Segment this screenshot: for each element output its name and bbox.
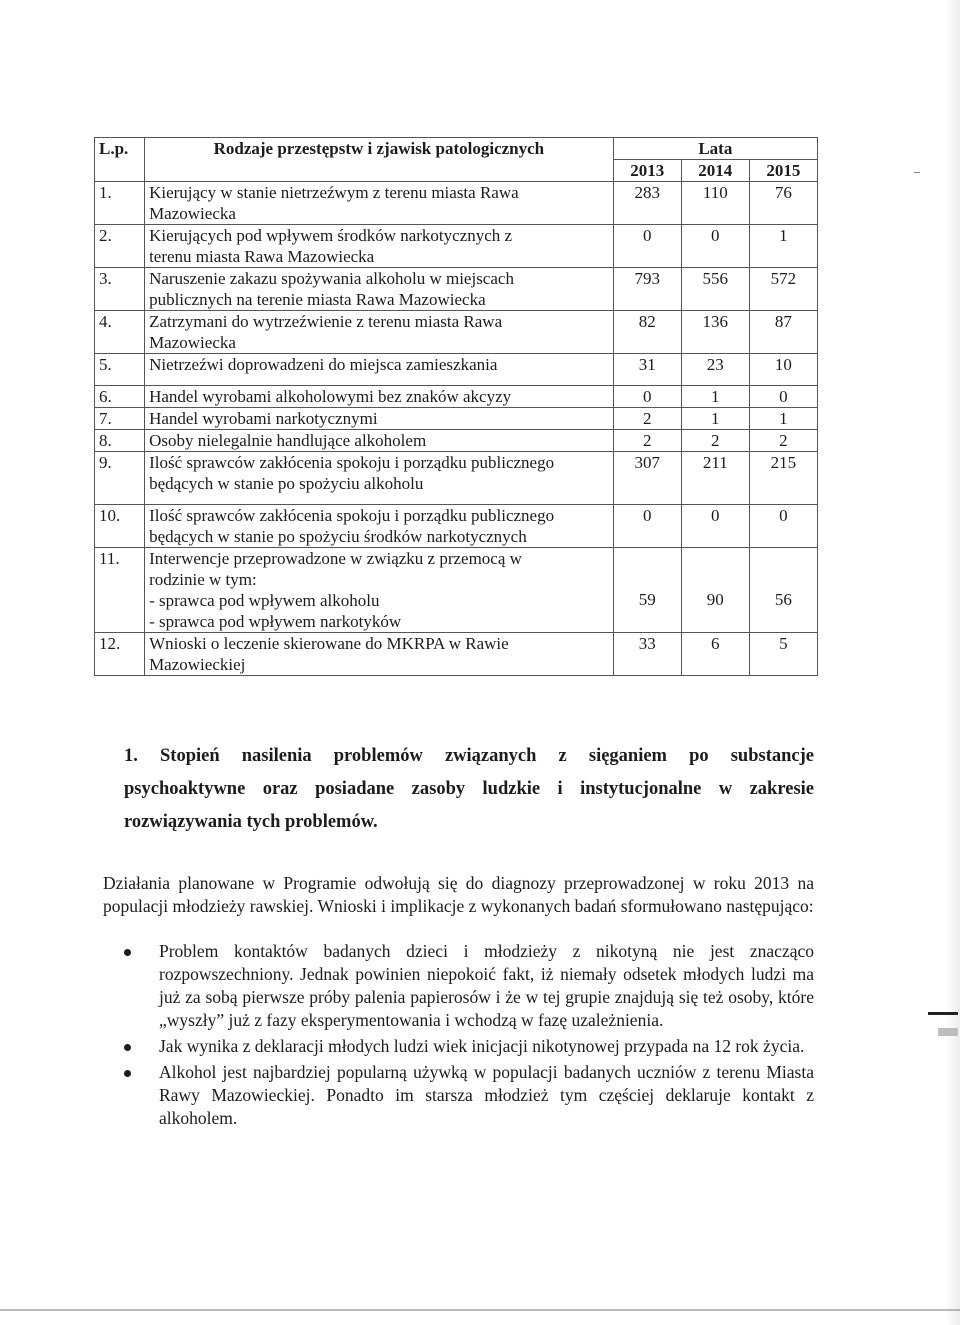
row-number: 9. <box>95 452 145 505</box>
row-description-line: Mazowieckiej <box>149 655 246 674</box>
value-cell: 56 <box>749 548 817 633</box>
value-cell: 0 <box>613 225 681 268</box>
row-number: 1. <box>95 182 145 225</box>
findings-list <box>120 940 814 1133</box>
row-description-line: Wnioski o leczenie skierowane do MKRPA w Rawie <box>149 634 509 653</box>
row-number: 5. <box>95 354 145 386</box>
table-row <box>95 386 818 408</box>
header-year: 2013 <box>613 160 681 182</box>
row-description-line: - sprawca pod wpływem narkotyków <box>149 612 402 631</box>
table-row <box>95 311 818 354</box>
row-description-line: rodzinie w tym: <box>149 570 257 589</box>
value-cell: 0 <box>681 225 749 268</box>
row-description-line: Handel wyrobami narkotycznymi <box>149 409 378 428</box>
list-item <box>120 1061 814 1130</box>
row-description-line: Zatrzymani do wytrzeźwienie z terenu miasta Rawa <box>149 312 503 331</box>
value-cell: 793 <box>613 268 681 311</box>
row-description-line: Osoby nielegalnie handlujące alkoholem <box>149 431 427 450</box>
row-description-line: - sprawca pod wpływem alkoholu <box>149 591 380 610</box>
value-cell: 136 <box>681 311 749 354</box>
table-row <box>95 633 818 676</box>
row-description <box>145 386 614 408</box>
row-number: 3. <box>95 268 145 311</box>
row-description-line: Nietrzeźwi doprowadzeni do miejsca zamieszkania <box>149 355 498 374</box>
bullet-icon <box>124 1044 131 1051</box>
row-description-line: Kierujący w stanie nietrzeźwym z terenu miasta Rawa <box>149 183 519 202</box>
value-cell: 572 <box>749 268 817 311</box>
value-cell: 2 <box>613 408 681 430</box>
value-cell: 23 <box>681 354 749 386</box>
value-cell: 1 <box>681 386 749 408</box>
scan-mark <box>928 1012 958 1015</box>
header-description: Rodzaje przestępstw i zjawisk patologicznych <box>145 138 614 182</box>
scan-mark <box>914 172 920 173</box>
row-description-line: będących w stanie po spożyciu środków narkotycznych <box>149 527 527 546</box>
list-item-text: Jak wynika z deklaracji młodych ludzi wiek inicjacji nikotynowej przypada na 12 rok życia. <box>159 1036 805 1056</box>
row-number: 4. <box>95 311 145 354</box>
scan-shadow <box>946 0 960 1325</box>
row-description-line: Mazowiecka <box>149 333 236 352</box>
value-cell: 90 <box>681 548 749 633</box>
value-cell: 0 <box>681 505 749 548</box>
table-row <box>95 225 818 268</box>
value-cell: 0 <box>749 505 817 548</box>
section-heading <box>124 740 814 839</box>
scan-edge-line <box>0 1309 960 1311</box>
table-row <box>95 548 818 633</box>
row-description-line: publicznych na terenie miasta Rawa Mazowiecka <box>149 290 486 309</box>
row-number: 6. <box>95 386 145 408</box>
value-cell: 2 <box>681 430 749 452</box>
row-description <box>145 633 614 676</box>
value-cell: 5 <box>749 633 817 676</box>
value-cell: 2 <box>613 430 681 452</box>
value-cell: 87 <box>749 311 817 354</box>
row-description-line: Naruszenie zakazu spożywania alkoholu w miejscach <box>149 269 514 288</box>
table-row <box>95 430 818 452</box>
row-number: 2. <box>95 225 145 268</box>
row-description-line: terenu miasta Rawa Mazowiecka <box>149 247 375 266</box>
value-cell: 59 <box>613 548 681 633</box>
value-cell: 10 <box>749 354 817 386</box>
value-cell: 283 <box>613 182 681 225</box>
table-row <box>95 408 818 430</box>
table-row <box>95 505 818 548</box>
list-item-text: Problem kontaktów badanych dzieci i młodzieży z nikotyną nie jest znacząco rozpowszechniony. Jednak powinien niepokoić fakt, iż niemały odsetek młodych ludzi ma już za sobą pierwsze próby palenia papierosów i że w tej grupie znajdują się też osoby, które „wyszły” już z fazy eksperymentowania i wchodzą w fazę uzależnienia. <box>159 941 814 1030</box>
statistics-table <box>94 137 818 676</box>
table-row <box>95 452 818 505</box>
row-description <box>145 505 614 548</box>
intro-paragraph: Działania planowane w Programie odwołują się do diagnozy przeprowadzonej w roku 2013 na populacji młodzieży rawskiej. Wnioski i implikacje z wykonanych badań sformułowano następująco: <box>103 873 814 916</box>
value-cell: 0 <box>749 386 817 408</box>
value-cell: 6 <box>681 633 749 676</box>
list-item <box>120 940 814 1032</box>
bullet-icon <box>124 1070 131 1077</box>
row-description <box>145 548 614 633</box>
value-cell: 31 <box>613 354 681 386</box>
value-cell: 110 <box>681 182 749 225</box>
row-description-line: Handel wyrobami alkoholowymi bez znaków akcyzy <box>149 387 512 406</box>
table-row <box>95 268 818 311</box>
value-cell: 82 <box>613 311 681 354</box>
value-cell: 215 <box>749 452 817 505</box>
header-year: 2014 <box>681 160 749 182</box>
header-lp: L.p. <box>95 138 145 182</box>
row-description <box>145 268 614 311</box>
value-cell: 33 <box>613 633 681 676</box>
row-number: 8. <box>95 430 145 452</box>
row-description <box>145 354 614 386</box>
row-description <box>145 430 614 452</box>
row-description <box>145 311 614 354</box>
row-number: 7. <box>95 408 145 430</box>
value-cell: 556 <box>681 268 749 311</box>
row-description <box>145 225 614 268</box>
value-cell: 0 <box>613 386 681 408</box>
table-row <box>95 182 818 225</box>
value-cell: 211 <box>681 452 749 505</box>
section-title: Stopień nasilenia problemów związanych z sięganiem po substancje psychoaktywne oraz posiadane zasoby ludzkie i instytucjonalne w zakresie rozwiązywania tych problemów. <box>124 746 814 832</box>
header-year: 2015 <box>749 160 817 182</box>
list-item-text: Alkohol jest najbardziej popularną używką w populacji badanych uczniów z terenu Miasta Rawy Mazowieckiej. Ponadto im starsza młodzież tym częściej deklaruje kontakt z alkoholem. <box>159 1062 814 1128</box>
value-cell: 1 <box>749 225 817 268</box>
value-cell: 76 <box>749 182 817 225</box>
scan-mark <box>938 1028 958 1036</box>
header-years-group: Lata <box>613 138 817 160</box>
section-number: 1. <box>124 746 138 766</box>
row-description <box>145 182 614 225</box>
row-description-line: Ilość sprawców zakłócenia spokoju i porządku publicznego <box>149 506 555 525</box>
value-cell: 2 <box>749 430 817 452</box>
row-description-line: Ilość sprawców zakłócenia spokoju i porządku publicznego <box>149 453 555 472</box>
bullet-icon <box>124 949 131 956</box>
row-description <box>145 452 614 505</box>
row-number: 11. <box>95 548 145 633</box>
value-cell: 1 <box>749 408 817 430</box>
value-cell: 0 <box>613 505 681 548</box>
table-row <box>95 354 818 386</box>
row-description-line: będących w stanie po spożyciu alkoholu <box>149 474 424 493</box>
value-cell: 1 <box>681 408 749 430</box>
row-description-line: Kierujących pod wpływem środków narkotycznych z <box>149 226 513 245</box>
row-number: 12. <box>95 633 145 676</box>
row-number: 10. <box>95 505 145 548</box>
value-cell: 307 <box>613 452 681 505</box>
list-item <box>120 1035 814 1058</box>
row-description-line: Mazowiecka <box>149 204 236 223</box>
row-description-line: Interwencje przeprowadzone w związku z przemocą w <box>149 549 522 568</box>
table-body <box>95 182 818 676</box>
row-description <box>145 408 614 430</box>
